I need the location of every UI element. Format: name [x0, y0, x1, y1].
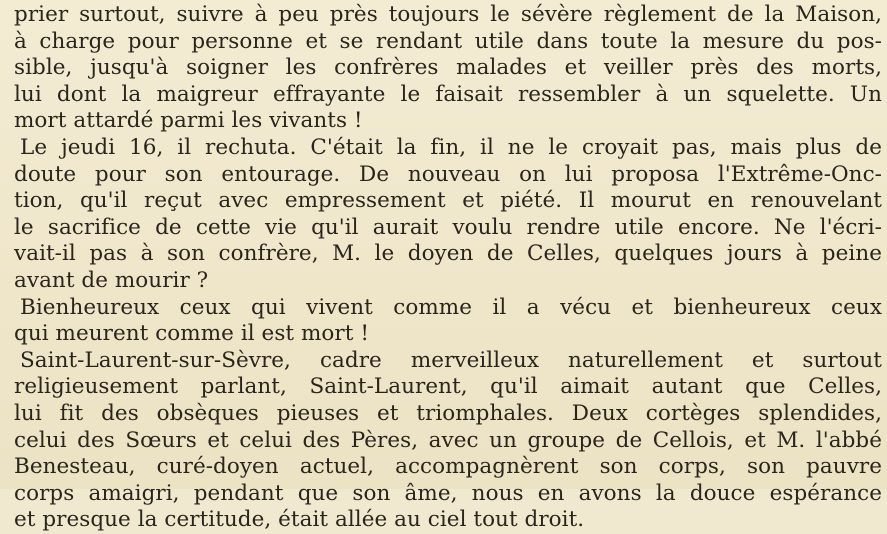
text-line-18: Benesteau, curé-doyen actuel, accompagnèrent son corps, son pauvre	[14, 454, 882, 480]
text-line-14: Saint-Laurent-sur-Sèvre, cadre merveilleux naturellement et surtout	[20, 347, 882, 373]
text-line-10: vait-il pas à son confrère, M. le doyen de Celles, quelques jours à peine	[14, 241, 882, 267]
text-line-13: qui meurent comme il est mort !	[14, 321, 370, 347]
text-line-11: avant de mourir ?	[14, 267, 209, 293]
text-line-5: mort attardé parmi les vivants !	[14, 108, 363, 134]
text-line-8: tion, qu'il reçut avec empressement et piété. Il mourut en renouvelant	[14, 188, 882, 214]
text-line-9: le sacrifice de cette vie qu'il aurait voulu rendre utile encore. Ne l'écri-	[14, 214, 882, 240]
body-text	[14, 2, 882, 534]
text-line-3: sible, jusqu'à soigner les confrères malades et veiller près des morts,	[14, 55, 882, 81]
text-line-7: doute pour son entourage. De nouveau on lui proposa l'Extrême-Onc-	[14, 161, 882, 187]
text-line-1: prier surtout, suivre à peu près toujours le sévère règlement de la Maison,	[14, 2, 882, 27]
text-line-2: à charge pour personne et se rendant utile dans toute la mesure du pos-	[14, 28, 882, 54]
text-line-12: Bienheureux ceux qui vivent comme il a vécu et bienheureux ceux	[20, 294, 882, 320]
text-line-15: religieusement parlant, Saint-Laurent, qu'il aimait autant que Celles,	[14, 374, 882, 400]
text-line-6: Le jeudi 16, il rechuta. C'était la fin, il ne le croyait pas, mais plus de	[20, 134, 882, 160]
text-line-4: lui dont la maigreur effrayante le faisait ressembler à un squelette. Un	[14, 81, 882, 107]
text-line-17: celui des Sœurs et celui des Pères, avec un groupe de Cellois, et M. l'abbé	[14, 427, 882, 453]
text-line-16: lui fit des obsèques pieuses et triomphales. Deux cortèges splendides,	[14, 400, 882, 426]
text-line-19: corps amaigri, pendant que son âme, nous en avons la douce espérance	[14, 480, 882, 506]
text-line-20: et presque la certitude, était allée au ciel tout droit.	[14, 507, 585, 533]
